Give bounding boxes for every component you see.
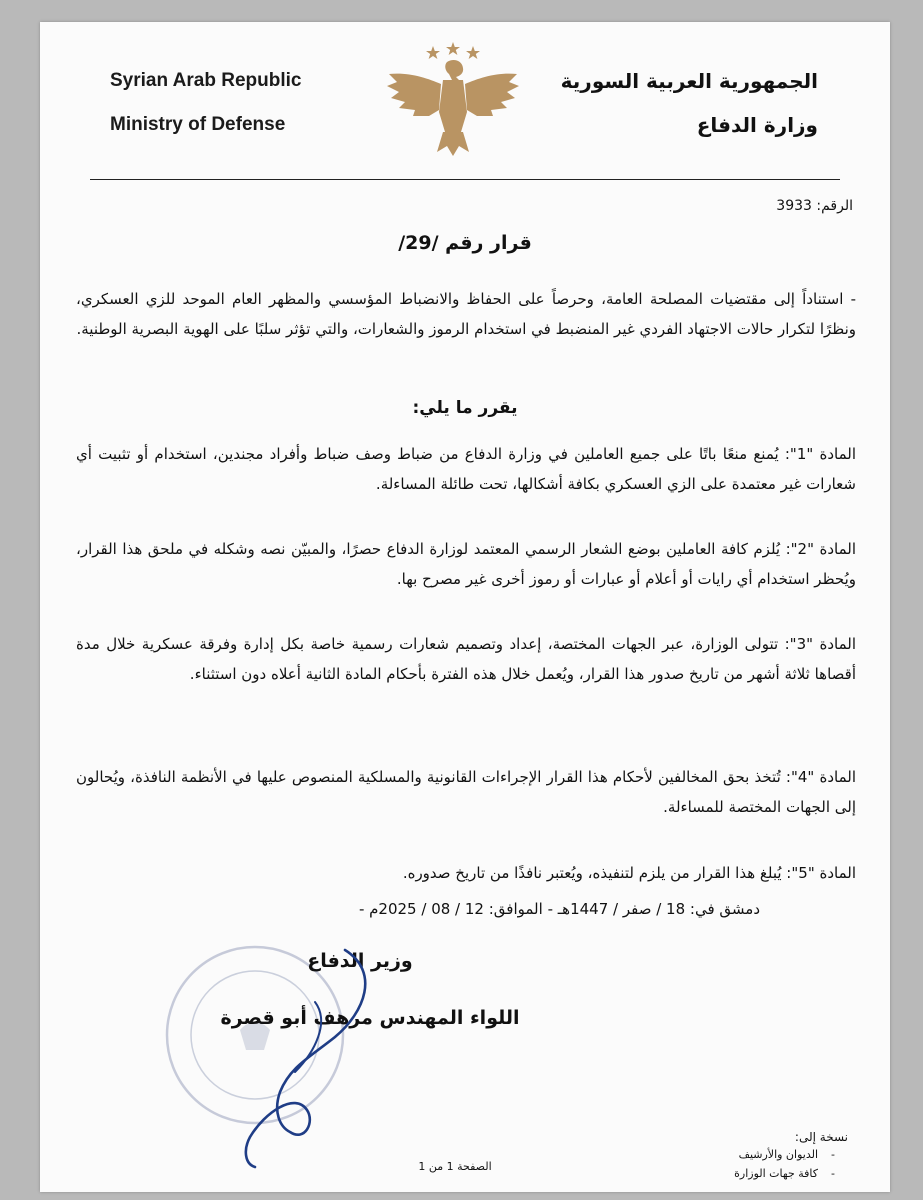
signatory-title: وزير الدفاع	[307, 950, 413, 972]
article-5: المادة "5": يُبلغ هذا القرار من يلزم لتنفيذه، ويُعتبر نافذًا من تاريخ صدوره.	[402, 864, 856, 882]
copies-list	[734, 1148, 848, 1186]
reference-number	[776, 198, 853, 214]
issue-date: دمشق في: 18 / صفر / 1447هـ - الموافق: 12 / 08 / 2025م -	[358, 900, 760, 918]
header-country-ar: الجمهورية العربية السورية	[560, 69, 818, 93]
signatory-name: اللواء المهندس مرهف أبو قصرة	[220, 1007, 520, 1029]
list-item: -كافة جهات الوزارة	[734, 1167, 835, 1180]
preamble-paragraph: - استناداً إلى مقتضيات المصلحة العامة، وحرصاً على الحفاظ والانضباط المؤسسي والمظهر العام الموحد للزي العسكري، ونظرًا لتكرار حالات الاجتهاد الفردي غير المنضبط في استخدام الرموز والشعارات، والتي تؤثر سلبًا على الهوية البصرية الوطنية.	[76, 290, 856, 338]
copies-label: نسخة إلى:	[794, 1130, 848, 1144]
reference-label: الرقم:	[816, 198, 853, 214]
page-number: الصفحة 1 من 1	[418, 1160, 492, 1173]
article-1: المادة "1": يُمنع منعًا باتًا على جميع العاملين في وزارة الدفاع من ضباط وصف ضباط وأفراد مجندين، استخدام أو تثبيت أي شعارات غير معتمدة على الزي العسكري بكافة أشكالها، تحت طائلة المساءلة.	[76, 445, 856, 493]
header-ministry-ar: وزارة الدفاع	[696, 113, 818, 137]
header-divider	[90, 179, 840, 180]
eagle-emblem-icon	[383, 40, 523, 158]
header-ministry-en: Ministry of Defense	[110, 114, 286, 135]
decree-title: قرار رقم /29/	[398, 232, 532, 254]
header-country-en: Syrian Arab Republic	[110, 70, 302, 91]
reference-value: 3933	[776, 198, 812, 214]
article-2: المادة "2": يُلزم كافة العاملين بوضع الشعار الرسمي المعتمد لوزارة الدفاع حصرًا، والمبيّن نصه وشكله في ملحق هذا القرار، ويُحظر استخدام أي رايات أو أعلام أو عبارات أو رموز أخرى غير مصرح بها.	[76, 540, 857, 588]
decides-heading: يقرر ما يلي:	[412, 398, 518, 418]
list-item: -الديوان والأرشيف	[738, 1148, 835, 1161]
article-4: المادة "4": تُتخذ بحق المخالفين لأحكام هذا القرار الإجراءات القانونية والمسلكية المنصوص عليها في الأنظمة النافذة، ويُحالون إلى الجهات المختصة للمساءلة.	[76, 768, 857, 816]
document-page	[40, 22, 890, 1192]
article-3: المادة "3": تتولى الوزارة، عبر الجهات المختصة، إعداد وتصميم شعارات رسمية خاصة بكل إدارة وفرقة عسكرية خلال مدة أقصاها ثلاثة أشهر من تاريخ صدور هذا القرار، ويُعمل خلال هذه الفترة بأحكام المادة الثانية أعلاه دون استثناء.	[76, 635, 857, 683]
